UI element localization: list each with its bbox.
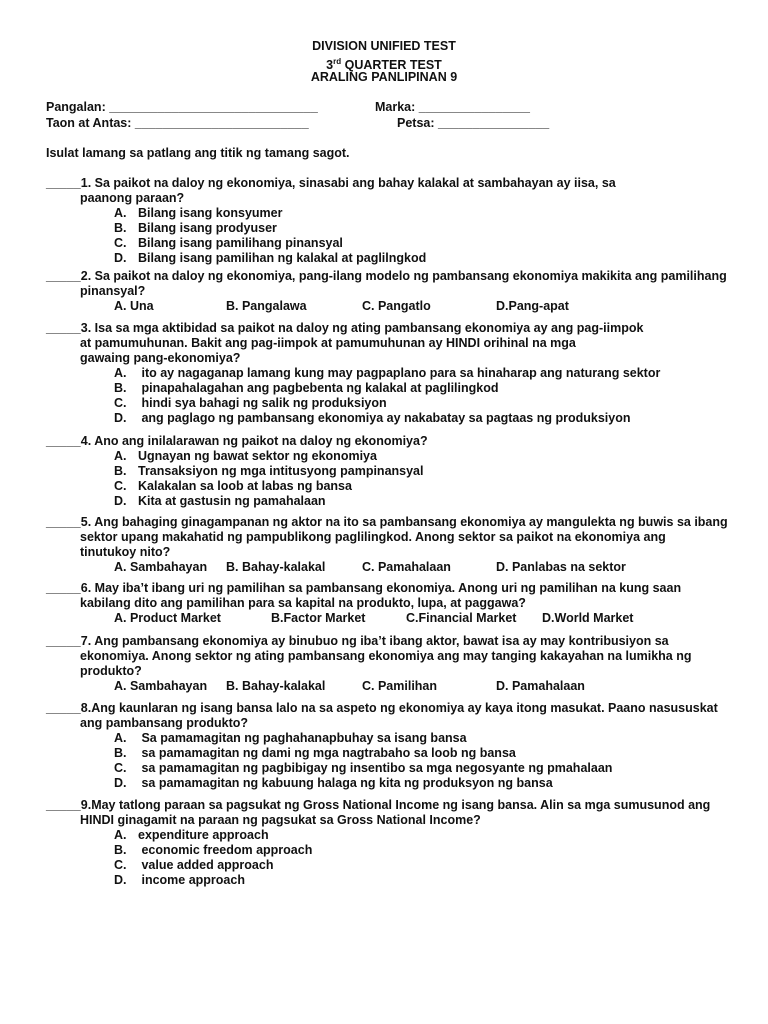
choice-c: C. Pamahalaan	[362, 560, 451, 574]
answer-blank[interactable]: _____	[46, 581, 81, 595]
answer-blank[interactable]: _____	[46, 634, 81, 648]
choice-c: C.Financial Market	[406, 611, 517, 625]
choice-a: A. ito ay nagaganap lamang kung may pagpaplano para sa hinaharap ang naturang sektor	[114, 366, 661, 380]
question-7: _____7. Ang pambansang ekonomiya ay binubuo ng iba’t ibang aktor, bawat isa ay may kontribusiyon sa ekonomiya. Anong sektor ng ating pambansang ekonomiya ang may tanging kakayahan na lumikha ng produkto? A. Sambahayan B. Bahay-kalakal C. Pamilihan D. Pamahalaan	[46, 634, 736, 694]
answer-blank[interactable]: _____	[46, 321, 81, 335]
choice-b: B. Transaksiyon ng mga intitusyong pampinansyal	[114, 464, 424, 478]
choice-d: D. Panlabas na sektor	[496, 560, 626, 574]
choice-d: D.World Market	[542, 611, 634, 625]
choice-c: C. Bilang isang pamilihang pinansyal	[114, 236, 343, 250]
choice-d: D. Bilang isang pamilihan ng kalakal at paglilngkod	[114, 251, 427, 265]
question-4: _____4. Ano ang inilalarawan ng paikot na daloy ng ekonomiya? A. Ugnayan ng bawat sektor ng ekonomiya B. Transaksiyon ng mga intitusyong pampinansyal C. Kalakalan sa loob at labas ng bansa D. Kita at gastusin ng pamahalaan	[46, 434, 736, 509]
choice-b: B. Bahay-kalakal	[226, 560, 326, 574]
choice-row	[46, 299, 736, 314]
choice-b: B. Bahay-kalakal	[226, 679, 326, 693]
choice-row	[46, 560, 736, 575]
question-6: _____6. May iba’t ibang uri ng pamilihan sa pambansang ekonomiya. Anong uri ng pamilihan na kung saan kabilang dito ang pamilihan para sa kapital na produkto, lupa, at paggawa? A. Product Market B.Factor Market C.Financial Market D.World Market	[46, 581, 736, 626]
choice-d: D. Pamahalaan	[496, 679, 585, 693]
answer-blank[interactable]: _____	[46, 701, 81, 715]
score-field[interactable]: Marka: ________________	[375, 100, 530, 114]
question-9: _____9.May tatlong paraan sa pagsukat ng Gross National Income ng isang bansa. Alin sa mga sumusunod ang HINDI ginagamit na paraan ng pagsukat sa Gross National Income? A. expenditure approach B. economic freedom approach C. value added approach D. income approach	[46, 798, 736, 888]
answer-blank[interactable]: _____	[46, 434, 81, 448]
choice-c: C. Pangatlo	[362, 299, 431, 313]
choice-c: C. hindi sya bahagi ng salik ng produksiyon	[114, 396, 387, 410]
name-field[interactable]: Pangalan: ______________________________	[46, 100, 318, 114]
test-title: DIVISION UNIFIED TEST	[312, 39, 456, 53]
year-section-field[interactable]: Taon at Antas: _________________________	[46, 116, 309, 130]
choice-b: B.Factor Market	[271, 611, 366, 625]
choice-row	[46, 679, 736, 694]
choice-a: A. expenditure approach	[114, 828, 269, 842]
choice-c: C. Kalakalan sa loob at labas ng bansa	[114, 479, 352, 493]
choice-b: B. Pangalawa	[226, 299, 307, 313]
question-8: _____8.Ang kaunlaran ng isang bansa lalo na sa aspeto ng ekonomiya ay kaya itong masukat. Paano nasususkat ang pambansang produkto? A. Sa pamamagitan ng paghahanapbuhay sa isang bansa B. sa pamamagitan ng dami ng mga nagtrabaho sa loob ng bansa C. sa pamamagitan ng pagbibigay ng insentibo sa mga negosyante ng pmahalaan D. sa pamamagitan ng kabuung halaga ng kita ng produksyon ng bansa	[46, 701, 736, 791]
subject-title: ARALING PANLIPINAN 9	[310, 70, 458, 84]
answer-blank[interactable]: _____	[46, 798, 81, 812]
choice-a: A. Product Market	[114, 611, 221, 625]
question-5: _____5. Ang bahaging ginagampanan ng aktor na ito sa pambansang ekonomiya ay mangulekta ng buwis sa ibang sektor upang makahatid ng pampublikong paglilingkod. Anong sektor sa paikot na ekonomiya ang tinutukoy nito? A. Sambahayan B. Bahay-kalakal C. Pamahalaan D. Panlabas na sektor	[46, 515, 736, 575]
choice-a: A. Bilang isang konsyumer	[114, 206, 283, 220]
choice-c: C. Pamilihan	[362, 679, 438, 693]
choice-c: C. value added approach	[114, 858, 274, 872]
question-3: _____3. Isa sa mga aktibidad sa paikot na daloy ng ating pambansang ekonomiya ay ang pag-iimpok at pamumuhunan. Bakit ang pag-iimpok at pamumuhunan ay HINDI orihinal na mga gawaing pang-ekonomiya? A. ito ay nagaganap lamang kung may pagpaplano para sa hinaharap ang naturang sektor B. pinapahalagahan ang pagbebenta ng kalakal at paglilingkod C. hindi sya bahagi ng salik ng produksiyon D. ang paglago ng pambansang ekonomiya ay nakabatay sa pagtaas ng produksiyon	[46, 321, 736, 426]
choice-a: A. Sa pamamagitan ng paghahanapbuhay sa isang bansa	[114, 731, 467, 745]
date-field[interactable]: Petsa: ________________	[397, 116, 550, 130]
choice-a: A. Una	[114, 299, 154, 313]
choice-b: B. Bilang isang prodyuser	[114, 221, 277, 235]
answer-blank[interactable]: _____	[46, 176, 81, 190]
choice-a: A. Sambahayan	[114, 679, 208, 693]
choice-b: B. economic freedom approach	[114, 843, 313, 857]
choice-c: C. sa pamamagitan ng pagbibigay ng insentibo sa mga negosyante ng pmahalaan	[114, 761, 613, 775]
choice-d: D. income approach	[114, 873, 245, 887]
choice-row	[46, 611, 736, 626]
answer-blank[interactable]: _____	[46, 269, 81, 283]
choice-d: D. ang paglago ng pambansang ekonomiya ay nakabatay sa pagtaas ng produksiyon	[114, 411, 631, 425]
choice-b: B. pinapahalagahan ang pagbebenta ng kalakal at paglilingkod	[114, 381, 499, 395]
choice-d: D. Kita at gastusin ng pamahalaan	[114, 494, 326, 508]
answer-blank[interactable]: _____	[46, 515, 81, 529]
choice-b: B. sa pamamagitan ng dami ng mga nagtrabaho sa loob ng bansa	[114, 746, 516, 760]
question-2: _____2. Sa paikot na daloy ng ekonomiya, pang-ilang modelo ng pambansang ekonomiya makikita ang pamilihang pinansyal? A. Una B. Pangalawa C. Pangatlo D.Pang-apat	[46, 269, 736, 314]
choice-d: D.Pang-apat	[496, 299, 569, 313]
choice-a: A. Ugnayan ng bawat sektor ng ekonomiya	[114, 449, 377, 463]
question-1: _____1. Sa paikot na daloy ng ekonomiya, sinasabi ang bahay kalakal at sambahayan ay iisa, sa paanong paraan? A. Bilang isang konsyumer B. Bilang isang prodyuser C. Bilang isang pamilihang pinansyal D. Bilang isang pamilihan ng kalakal at paglilngkod	[46, 176, 736, 266]
choice-d: D. sa pamamagitan ng kabuung halaga ng kita ng produksyon ng bansa	[114, 776, 553, 790]
quarter-title: 3rd QUARTER TEST	[326, 57, 442, 72]
choice-a: A. Sambahayan	[114, 560, 208, 574]
instruction: Isulat lamang sa patlang ang titik ng tamang sagot.	[46, 146, 350, 160]
